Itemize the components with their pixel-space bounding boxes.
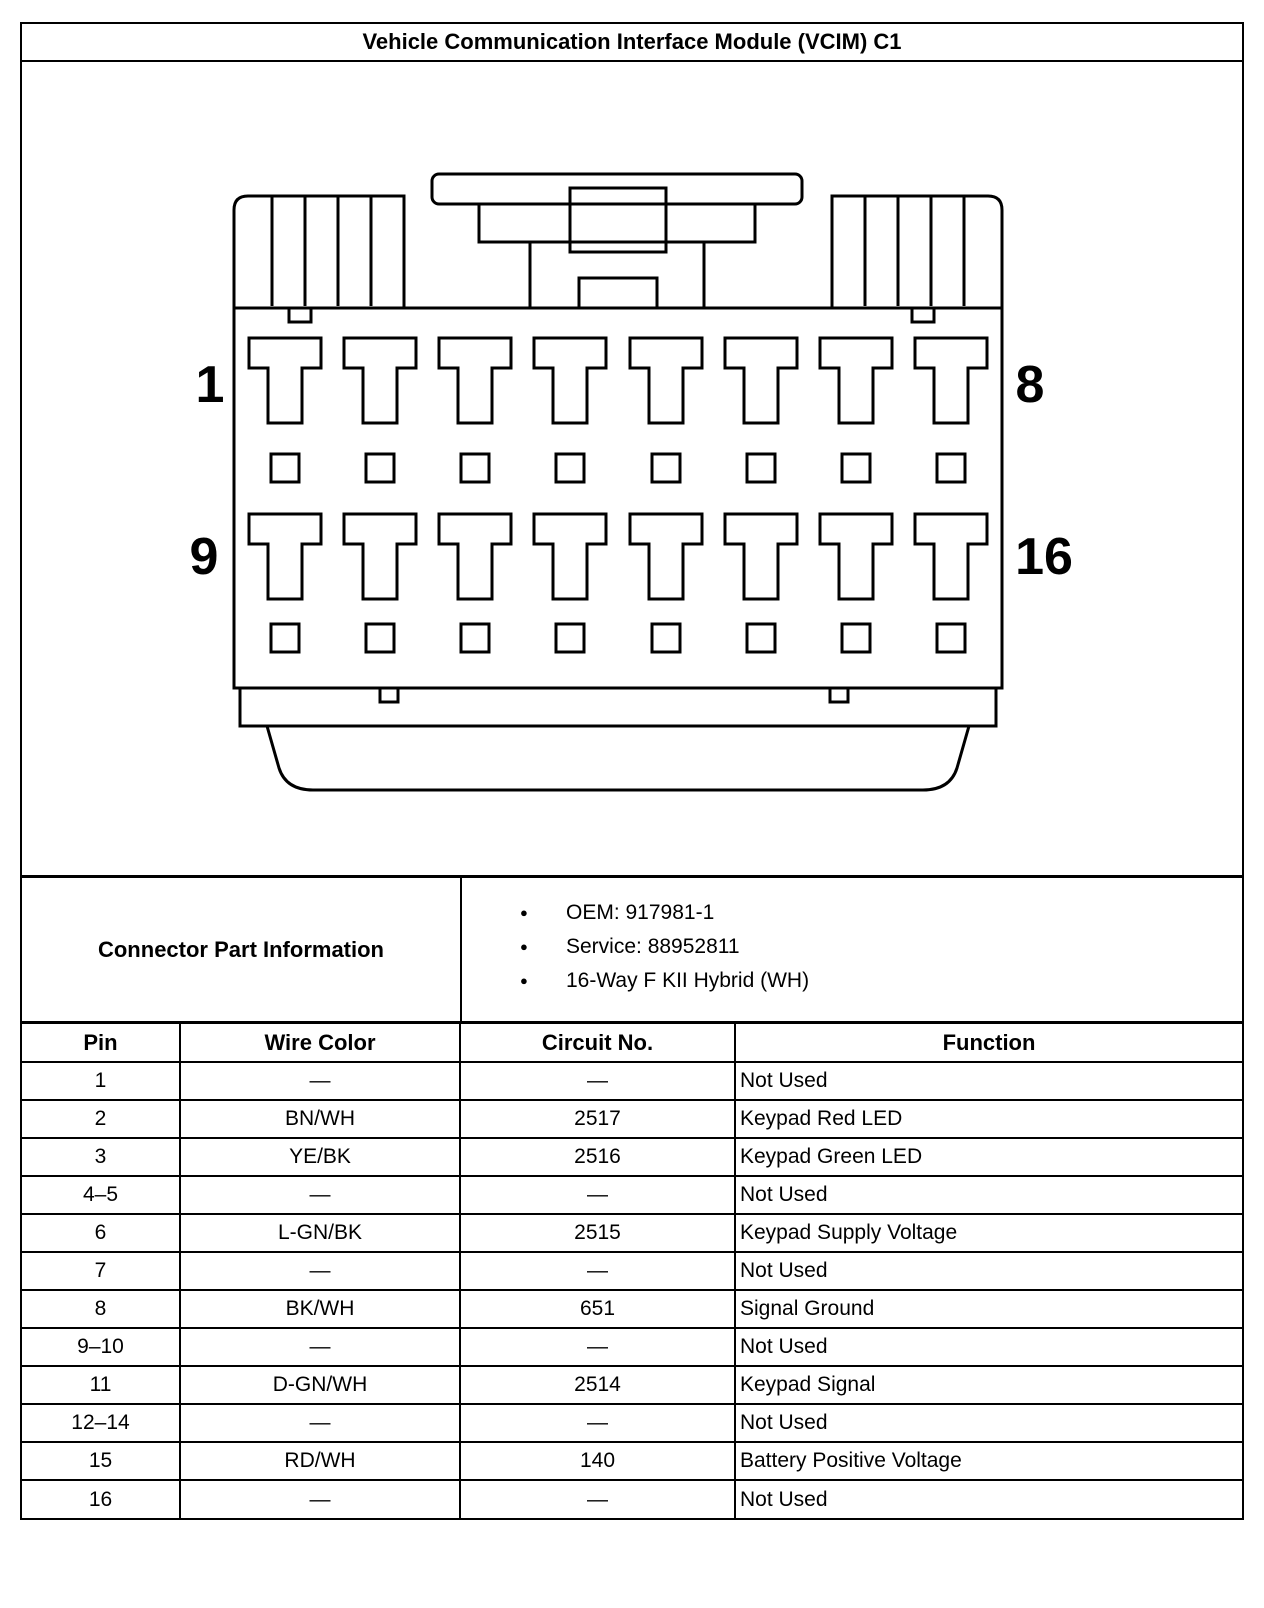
pin-table-header-row	[22, 1024, 1242, 1062]
column-header-circuit: Circuit No.	[460, 1024, 735, 1062]
table-cell: YE/BK	[180, 1138, 460, 1176]
table-cell: —	[460, 1176, 735, 1214]
column-header-pin: Pin	[22, 1024, 180, 1062]
table-cell: —	[180, 1252, 460, 1290]
key-square	[842, 624, 870, 652]
key-square	[747, 624, 775, 652]
table-row	[22, 1176, 1242, 1214]
pin-label-16: 16	[1015, 528, 1073, 586]
table-row	[22, 1480, 1242, 1518]
pin-cavity	[725, 338, 797, 423]
pin-table-body	[22, 1062, 1242, 1518]
right-rib-block	[832, 196, 1002, 308]
pin-cavity	[439, 514, 511, 599]
key-square	[271, 624, 299, 652]
pin-cavity	[915, 514, 987, 599]
table-cell: Battery Positive Voltage	[735, 1442, 1242, 1480]
table-cell: BN/WH	[180, 1100, 460, 1138]
table-cell: 651	[460, 1290, 735, 1328]
table-cell: Not Used	[735, 1252, 1242, 1290]
part-info-details-cell	[462, 878, 1242, 1021]
table-cell: 2515	[460, 1214, 735, 1252]
pin-cavity	[439, 338, 511, 423]
table-cell: 7	[22, 1252, 180, 1290]
pin-cavity	[725, 514, 797, 599]
table-cell: 6	[22, 1214, 180, 1252]
bottom-bar-notch	[380, 688, 398, 702]
table-cell: Not Used	[735, 1480, 1242, 1518]
part-info-bullet: ● OEM: 917981-1	[520, 896, 1242, 930]
table-cell: 1	[22, 1062, 180, 1100]
table-cell: Not Used	[735, 1062, 1242, 1100]
part-info-bullet: ● 16-Way F KII Hybrid (WH)	[520, 964, 1242, 998]
table-cell: 4–5	[22, 1176, 180, 1214]
table-row	[22, 1252, 1242, 1290]
table-cell: —	[180, 1480, 460, 1518]
part-info-heading-cell	[22, 878, 462, 1021]
table-cell: —	[180, 1328, 460, 1366]
table-cell: 12–14	[22, 1404, 180, 1442]
table-row	[22, 1442, 1242, 1480]
key-square	[556, 624, 584, 652]
table-cell: 8	[22, 1290, 180, 1328]
table-cell: —	[460, 1328, 735, 1366]
table-cell: Not Used	[735, 1328, 1242, 1366]
key-square	[747, 454, 775, 482]
table-cell: —	[460, 1062, 735, 1100]
connector-body	[234, 308, 1002, 688]
left-rib-block	[234, 196, 404, 308]
pin-cavity	[534, 338, 606, 423]
body-top-notch-left	[289, 308, 311, 322]
body-top-notch-right	[912, 308, 934, 322]
page-title: Vehicle Communication Interface Module (VCIM) C1	[362, 29, 902, 54]
pin-label-8: 8	[1015, 356, 1045, 414]
table-cell: 2514	[460, 1366, 735, 1404]
key-square	[271, 454, 299, 482]
part-info-bullet: ● Service: 88952811	[520, 930, 1242, 964]
bottom-bar-notch	[830, 688, 848, 702]
vcim-connector-sheet	[20, 22, 1244, 1520]
key-square	[461, 624, 489, 652]
pin-cavity	[249, 514, 321, 599]
pin-cavity	[344, 338, 416, 423]
table-cell: 3	[22, 1138, 180, 1176]
table-row	[22, 1138, 1242, 1176]
part-info-list	[520, 896, 1242, 998]
table-cell: Signal Ground	[735, 1290, 1242, 1328]
table-cell: Not Used	[735, 1176, 1242, 1214]
pin-label-9: 9	[189, 528, 219, 586]
table-cell: 2	[22, 1100, 180, 1138]
top-latch-block	[479, 204, 755, 242]
table-row	[22, 1366, 1242, 1404]
table-cell: RD/WH	[180, 1442, 460, 1480]
table-row	[22, 1328, 1242, 1366]
table-cell: BK/WH	[180, 1290, 460, 1328]
part-info-row	[22, 878, 1242, 1024]
key-square	[556, 454, 584, 482]
key-square	[461, 454, 489, 482]
connector-diagram	[22, 62, 1242, 878]
table-cell: —	[180, 1176, 460, 1214]
key-square	[842, 454, 870, 482]
pin-table	[22, 1024, 1242, 1518]
pin-label-1: 1	[195, 356, 225, 414]
bottom-bar	[240, 688, 996, 726]
key-square	[652, 624, 680, 652]
key-square	[937, 454, 965, 482]
part-info-heading: Connector Part Information	[97, 936, 384, 962]
pin-cavity	[630, 514, 702, 599]
bottom-base	[267, 726, 969, 790]
table-cell: 11	[22, 1366, 180, 1404]
column-header-wire: Wire Color	[180, 1024, 460, 1062]
pin-cavity	[534, 514, 606, 599]
table-row	[22, 1404, 1242, 1442]
title-bar	[22, 24, 1242, 62]
table-cell: L-GN/BK	[180, 1214, 460, 1252]
table-cell: —	[180, 1062, 460, 1100]
pin-cavity	[344, 514, 416, 599]
table-cell: —	[180, 1404, 460, 1442]
table-cell: Keypad Signal	[735, 1366, 1242, 1404]
pin-cavity	[915, 338, 987, 423]
table-cell: 2517	[460, 1100, 735, 1138]
table-row	[22, 1290, 1242, 1328]
key-square	[366, 454, 394, 482]
pin-cavity	[630, 338, 702, 423]
table-cell: D-GN/WH	[180, 1366, 460, 1404]
table-cell: Keypad Green LED	[735, 1138, 1242, 1176]
table-cell: 16	[22, 1480, 180, 1518]
table-cell: 9–10	[22, 1328, 180, 1366]
key-square	[366, 624, 394, 652]
connector-drawing	[182, 166, 1082, 798]
table-row	[22, 1100, 1242, 1138]
key-square	[652, 454, 680, 482]
table-row	[22, 1062, 1242, 1100]
table-cell: —	[460, 1404, 735, 1442]
table-cell: Not Used	[735, 1404, 1242, 1442]
table-row	[22, 1214, 1242, 1252]
table-cell: 140	[460, 1442, 735, 1480]
pin-cavity	[820, 514, 892, 599]
table-cell: —	[460, 1252, 735, 1290]
table-cell: 2516	[460, 1138, 735, 1176]
pin-cavity	[820, 338, 892, 423]
table-cell: Keypad Supply Voltage	[735, 1214, 1242, 1252]
column-header-function: Function	[735, 1024, 1242, 1062]
key-square	[937, 624, 965, 652]
top-latch-foot	[579, 278, 657, 308]
table-cell: —	[460, 1480, 735, 1518]
table-cell: 15	[22, 1442, 180, 1480]
pin-cavity	[249, 338, 321, 423]
table-cell: Keypad Red LED	[735, 1100, 1242, 1138]
